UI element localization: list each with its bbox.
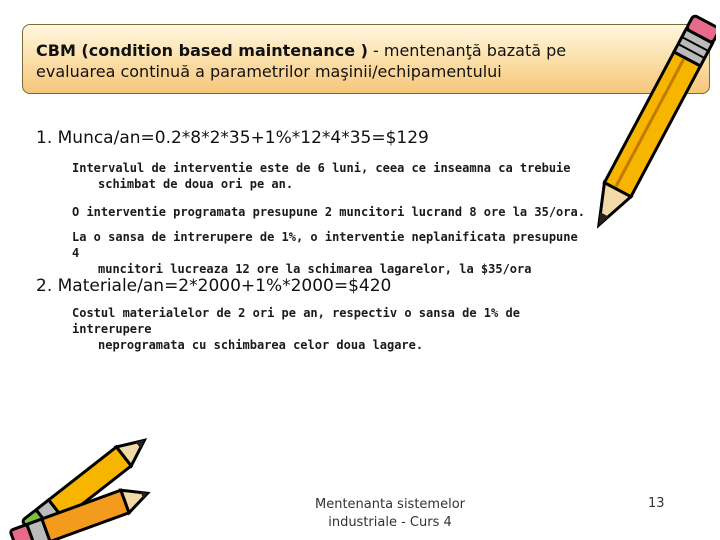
sub-intrerupere-line2: muncitori lucreaza 12 ore la schimarea lagarelor, la $35/ora bbox=[98, 262, 532, 276]
sub-intrerupere-line1: La o sansa de intrerupere de 1%, o interventie neplanificata presupune 4 bbox=[72, 230, 578, 260]
footer-line1: Mentenanta sistemelor bbox=[314, 497, 465, 512]
sub-costul bbox=[72, 305, 592, 353]
footer-line2: industriale - Curs 4 bbox=[328, 515, 452, 530]
heading-munca: 1. Munca/an=0.2*8*2*35+1%*12*4*35=$129 bbox=[36, 128, 429, 148]
sub-costul-line1: Costul materialelor de 2 ori pe an, respectiv o sansa de 1% de intrerupere bbox=[72, 306, 520, 336]
pencil-icon-top-right bbox=[586, 2, 716, 252]
title-line2: evaluarea continuă a parametrilor maşinii/echipamentului bbox=[36, 62, 502, 81]
sub-intrerupere bbox=[72, 229, 592, 277]
title-rest: - mentenanţă bazată pe bbox=[367, 41, 567, 60]
footer-course bbox=[300, 496, 480, 532]
pencils-icon-bottom-left bbox=[2, 428, 162, 540]
sub-costul-line2: neprogramata cu schimbarea celor doua lagare. bbox=[98, 338, 424, 352]
title-bold: CBM (condition based maintenance ) bbox=[36, 41, 368, 60]
slide-title bbox=[36, 40, 656, 82]
sub-programata-line1: O interventie programata presupune 2 muncitori lucrand 8 ore la 35/ora. bbox=[72, 205, 585, 219]
sub-interval-line1: Intervalul de interventie este de 6 luni, ceea ce inseamna ca trebuie bbox=[72, 161, 571, 175]
page-number: 13 bbox=[648, 496, 665, 511]
sub-interval bbox=[72, 160, 592, 192]
sub-programata bbox=[72, 204, 592, 220]
sub-interval-line2: schimbat de doua ori pe an. bbox=[98, 177, 294, 191]
heading-materiale: 2. Materiale/an=2*2000+1%*2000=$420 bbox=[36, 276, 392, 296]
